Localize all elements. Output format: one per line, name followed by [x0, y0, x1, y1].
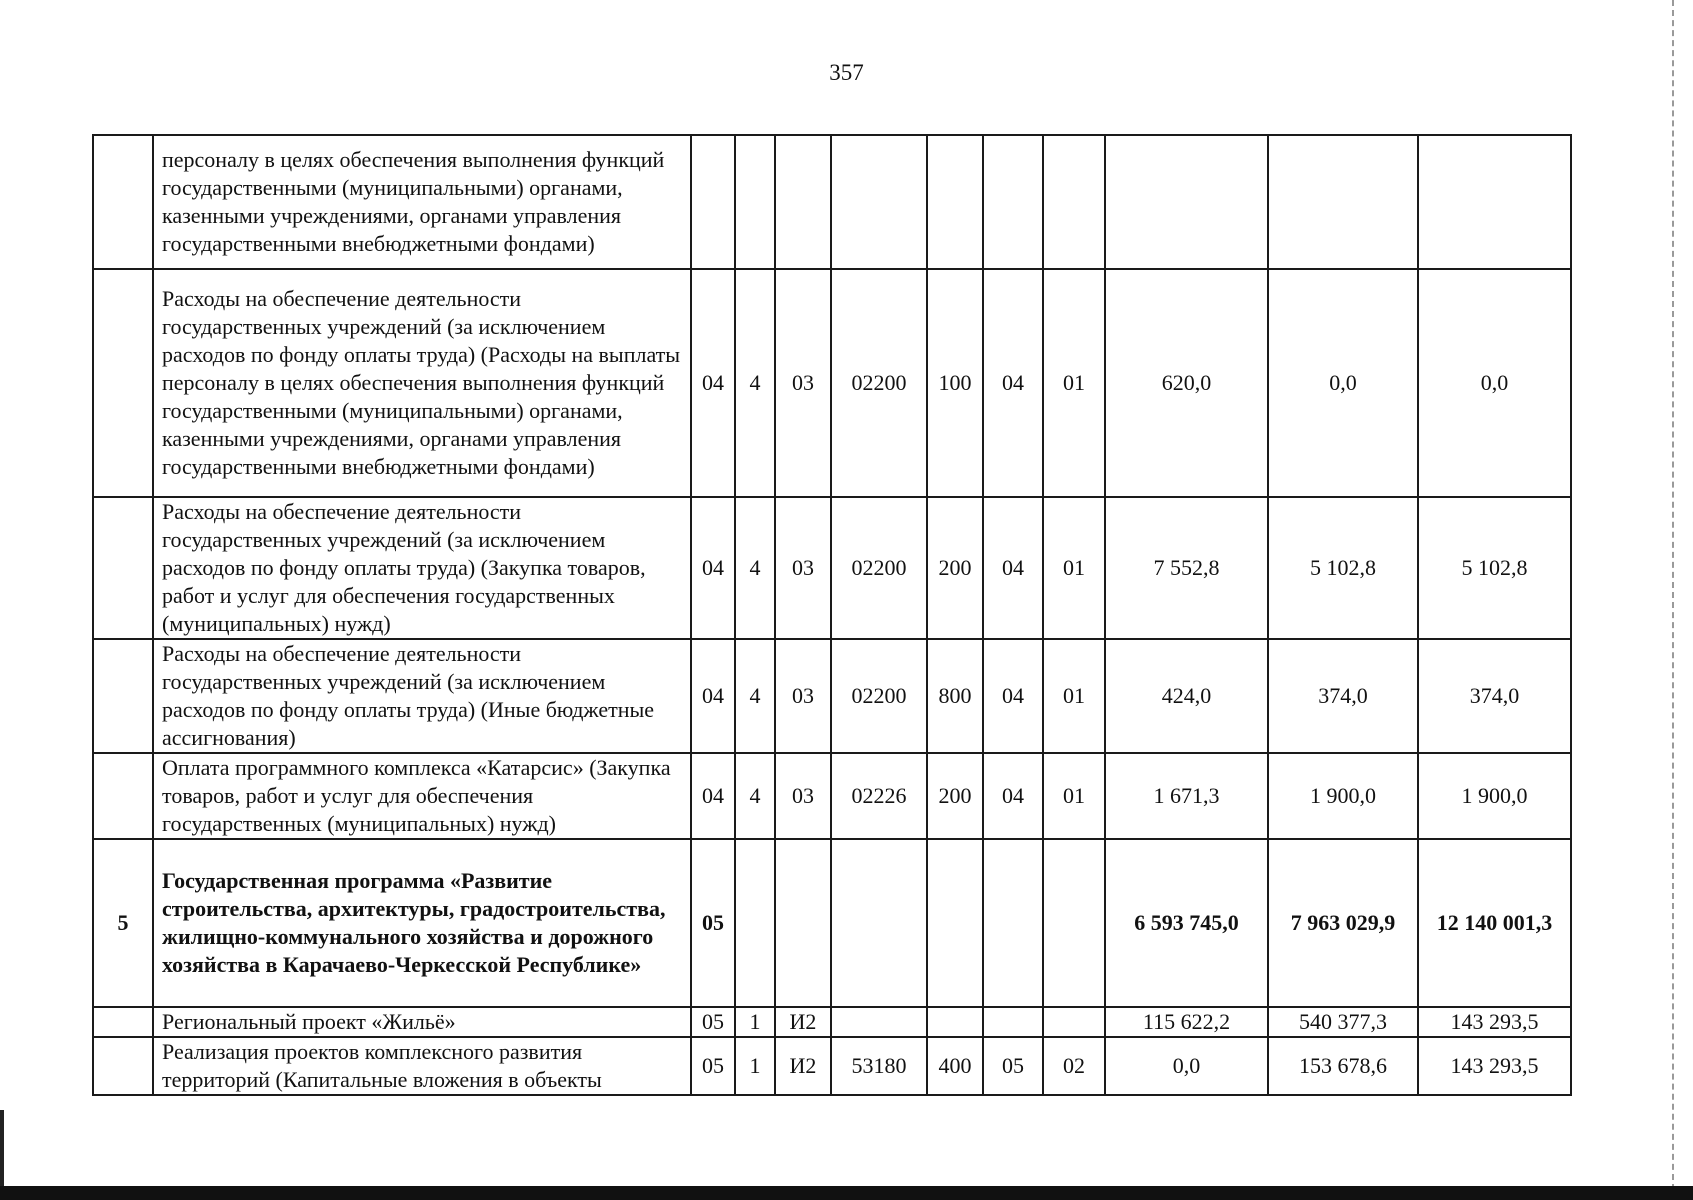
- code-cell-event: И2: [775, 1037, 831, 1095]
- code-cell-event: И2: [775, 1007, 831, 1037]
- code-cell-section: 04: [983, 639, 1043, 753]
- code-cell-subprogram: [735, 839, 775, 1007]
- row-number-cell: [93, 639, 153, 753]
- code-cell-event: 03: [775, 639, 831, 753]
- code-cell-subprogram: 4: [735, 639, 775, 753]
- code-cell-subsection: [1043, 839, 1105, 1007]
- code-cell-section: 05: [983, 1037, 1043, 1095]
- page-number: 357: [829, 60, 864, 85]
- row-number-cell: [93, 1037, 153, 1095]
- scan-edge-mark: [0, 1110, 4, 1190]
- code-cell-direction: [831, 1007, 927, 1037]
- expense-name-cell: персоналу в целях обеспечения выполнения функций государственными (муниципальными) органами, казенными учреждениями, органами управления государственными внебюджетными фондами): [153, 135, 691, 269]
- row-number-cell: [93, 497, 153, 639]
- expense-name-cell: Расходы на обеспечение деятельности государственных учреждений (за исключением расходов по фонду оплаты труда) (Закупка товаров, работ и услуг для обеспечения государственных (муниципальных) нужд): [153, 497, 691, 639]
- amount-cell-year-3: 1 900,0: [1418, 753, 1571, 839]
- code-cell-ministry: 04: [691, 497, 735, 639]
- code-cell-section: [983, 1007, 1043, 1037]
- amount-cell-year-1: 6 593 745,0: [1105, 839, 1268, 1007]
- code-cell-expense-type: 800: [927, 639, 983, 753]
- code-cell-direction: [831, 135, 927, 269]
- code-cell-section: 04: [983, 753, 1043, 839]
- table-row: [93, 753, 1571, 839]
- amount-cell-year-3: 12 140 001,3: [1418, 839, 1571, 1007]
- code-cell-subprogram: 1: [735, 1037, 775, 1095]
- amount-cell-year-1: 424,0: [1105, 639, 1268, 753]
- code-cell-expense-type: [927, 135, 983, 269]
- code-cell-subprogram: 4: [735, 497, 775, 639]
- amount-cell-year-3: 143 293,5: [1418, 1007, 1571, 1037]
- code-cell-ministry: [691, 135, 735, 269]
- code-cell-ministry: 05: [691, 839, 735, 1007]
- table-row: [93, 839, 1571, 1007]
- code-cell-subsection: 01: [1043, 269, 1105, 497]
- code-cell-section: [983, 839, 1043, 1007]
- code-cell-direction: 02200: [831, 639, 927, 753]
- code-cell-subsection: 01: [1043, 753, 1105, 839]
- table-row: [93, 1037, 1571, 1095]
- code-cell-subsection: 01: [1043, 639, 1105, 753]
- code-cell-event: 03: [775, 753, 831, 839]
- code-cell-ministry: 05: [691, 1007, 735, 1037]
- expense-name-cell: Государственная программа «Развитие строительства, архитектуры, градостроительства, жилищно-коммунального хозяйства и дорожного хозяйства в Карачаево-Черкесской Республике»: [153, 839, 691, 1007]
- table-row: [93, 269, 1571, 497]
- code-cell-expense-type: 400: [927, 1037, 983, 1095]
- expense-name-cell: Региональный проект «Жильё»: [153, 1007, 691, 1037]
- table-body: [93, 135, 1571, 1095]
- expense-name-cell: Расходы на обеспечение деятельности государственных учреждений (за исключением расходов по фонду оплаты труда) (Расходы на выплаты персоналу в целях обеспечения выполнения функций государственными (муниципальными) органами, казенными учреждениями, органами управления государственными внебюджетными фондами): [153, 269, 691, 497]
- amount-cell-year-1: 115 622,2: [1105, 1007, 1268, 1037]
- amount-cell-year-2: 7 963 029,9: [1268, 839, 1418, 1007]
- code-cell-section: 04: [983, 269, 1043, 497]
- amount-cell-year-1: 1 671,3: [1105, 753, 1268, 839]
- code-cell-ministry: 05: [691, 1037, 735, 1095]
- row-number-cell: [93, 753, 153, 839]
- code-cell-direction: 02200: [831, 269, 927, 497]
- code-cell-direction: 02200: [831, 497, 927, 639]
- code-cell-expense-type: 200: [927, 497, 983, 639]
- code-cell-expense-type: 200: [927, 753, 983, 839]
- amount-cell-year-2: 5 102,8: [1268, 497, 1418, 639]
- code-cell-direction: 02226: [831, 753, 927, 839]
- code-cell-subprogram: 1: [735, 1007, 775, 1037]
- table-row: [93, 639, 1571, 753]
- amount-cell-year-2: [1268, 135, 1418, 269]
- code-cell-section: 04: [983, 497, 1043, 639]
- row-number-cell: 5: [93, 839, 153, 1007]
- code-cell-subsection: 02: [1043, 1037, 1105, 1095]
- table-row: [93, 1007, 1571, 1037]
- code-cell-ministry: 04: [691, 639, 735, 753]
- scan-margin-line: [1672, 0, 1674, 1190]
- code-cell-expense-type: 100: [927, 269, 983, 497]
- expense-name-cell: Оплата программного комплекса «Катарсис» (Закупка товаров, работ и услуг для обеспечения государственных (муниципальных) нужд): [153, 753, 691, 839]
- row-number-cell: [93, 1007, 153, 1037]
- code-cell-direction: 53180: [831, 1037, 927, 1095]
- amount-cell-year-1: 620,0: [1105, 269, 1268, 497]
- code-cell-expense-type: [927, 839, 983, 1007]
- code-cell-direction: [831, 839, 927, 1007]
- scan-bottom-border: [0, 1186, 1693, 1200]
- amount-cell-year-2: 540 377,3: [1268, 1007, 1418, 1037]
- row-number-cell: [93, 135, 153, 269]
- amount-cell-year-2: 374,0: [1268, 639, 1418, 753]
- table-row: [93, 135, 1571, 269]
- code-cell-event: 03: [775, 497, 831, 639]
- code-cell-subsection: [1043, 1007, 1105, 1037]
- code-cell-event: [775, 135, 831, 269]
- code-cell-subsection: [1043, 135, 1105, 269]
- amount-cell-year-2: 1 900,0: [1268, 753, 1418, 839]
- amount-cell-year-2: 153 678,6: [1268, 1037, 1418, 1095]
- code-cell-subprogram: [735, 135, 775, 269]
- budget-table: [92, 134, 1572, 1096]
- code-cell-ministry: 04: [691, 753, 735, 839]
- code-cell-event: 03: [775, 269, 831, 497]
- amount-cell-year-3: 374,0: [1418, 639, 1571, 753]
- amount-cell-year-1: 7 552,8: [1105, 497, 1268, 639]
- code-cell-event: [775, 839, 831, 1007]
- amount-cell-year-3: [1418, 135, 1571, 269]
- amount-cell-year-1: [1105, 135, 1268, 269]
- amount-cell-year-2: 0,0: [1268, 269, 1418, 497]
- code-cell-section: [983, 135, 1043, 269]
- code-cell-ministry: 04: [691, 269, 735, 497]
- expense-name-cell: Реализация проектов комплексного развития территорий (Капитальные вложения в объекты: [153, 1037, 691, 1095]
- amount-cell-year-3: 5 102,8: [1418, 497, 1571, 639]
- amount-cell-year-3: 143 293,5: [1418, 1037, 1571, 1095]
- code-cell-subprogram: 4: [735, 269, 775, 497]
- table-row: [93, 497, 1571, 639]
- amount-cell-year-3: 0,0: [1418, 269, 1571, 497]
- code-cell-subsection: 01: [1043, 497, 1105, 639]
- code-cell-expense-type: [927, 1007, 983, 1037]
- row-number-cell: [93, 269, 153, 497]
- code-cell-subprogram: 4: [735, 753, 775, 839]
- expense-name-cell: Расходы на обеспечение деятельности государственных учреждений (за исключением расходов по фонду оплаты труда) (Иные бюджетные ассигнования): [153, 639, 691, 753]
- amount-cell-year-1: 0,0: [1105, 1037, 1268, 1095]
